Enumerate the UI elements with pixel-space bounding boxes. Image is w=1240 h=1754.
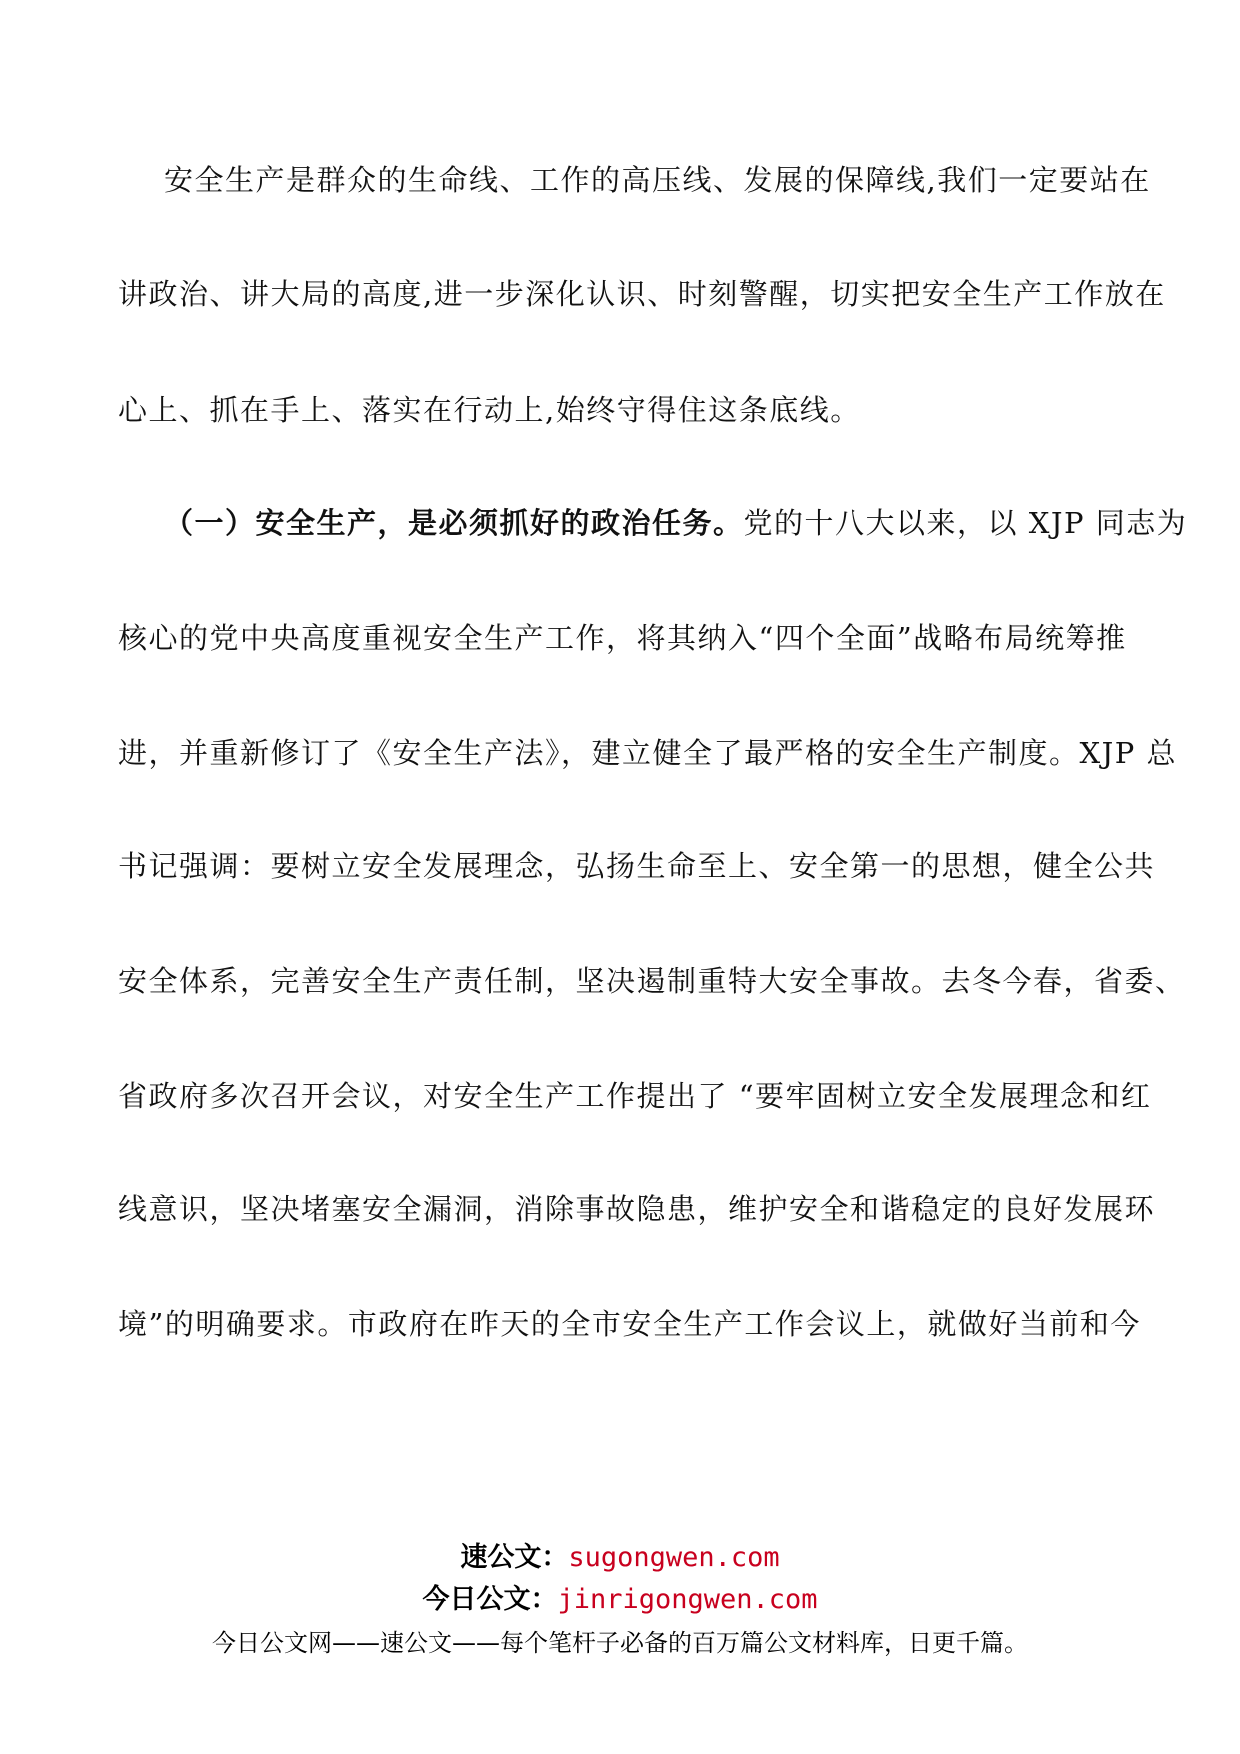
section-heading: （一）安全生产，是必须抓好的政治任务。 [164,506,744,540]
paragraph-2-line-6: 省政府多次召开会议，对安全生产工作提出了 “要牢固树立安全发展理念和红 [118,1079,1152,1113]
paragraph-2-line-1 [164,503,1188,543]
footer-site-2-link[interactable]: jinrigongwen.com [557,1584,818,1615]
paragraph-2-line-7: 线意识，坚决堵塞安全漏洞，消除事故隐患，维护安全和谐稳定的良好发展环 [118,1192,1156,1226]
paragraph-1-line-3: 心上、抓在手上、落实在行动上,始终守得住这条底线。 [118,393,861,427]
footer-slogan: 今日公文网——速公文——每个笔杆子必备的百万篇公文材料库，日更千篇。 [212,1629,1028,1657]
paragraph-2-line-8: 境”的明确要求。市政府在昨天的全市安全生产工作会议上，就做好当前和今 [118,1307,1141,1341]
footer-site-1-label: 速公文： [460,1542,569,1573]
footer-site-1 [0,1540,1240,1576]
paragraph-1-line-1: 安全生产是群众的生命线、工作的高压线、发展的保障线,我们一定要站在 [164,163,1151,197]
paragraph-2-first-line-text: 党的十八大以来，以 XJP 同志为 [743,506,1188,540]
paragraph-2-line-5: 安全体系，完善安全生产责任制，坚决遏制重特大安全事故。去冬今春，省委、 [118,964,1186,998]
paragraph-2-line-4: 书记强调：要树立安全发展理念，弘扬生命至上、安全第一的思想，健全公共 [118,849,1156,883]
paragraph-1-line-2: 讲政治、讲大局的高度,进一步深化认识、时刻警醒，切实把安全生产工作放在 [118,277,1166,311]
footer-site-2 [0,1582,1240,1618]
footer-site-1-link[interactable]: sugongwen.com [568,1542,780,1573]
paragraph-2-line-3: 进，并重新修订了《安全生产法》，建立健全了最严格的安全生产制度。XJP 总 [118,736,1178,770]
footer-site-2-label: 今日公文： [422,1584,558,1615]
paragraph-2-line-2: 核心的党中央高度重视安全生产工作，将其纳入“四个全面”战略布局统筹推 [118,621,1127,655]
